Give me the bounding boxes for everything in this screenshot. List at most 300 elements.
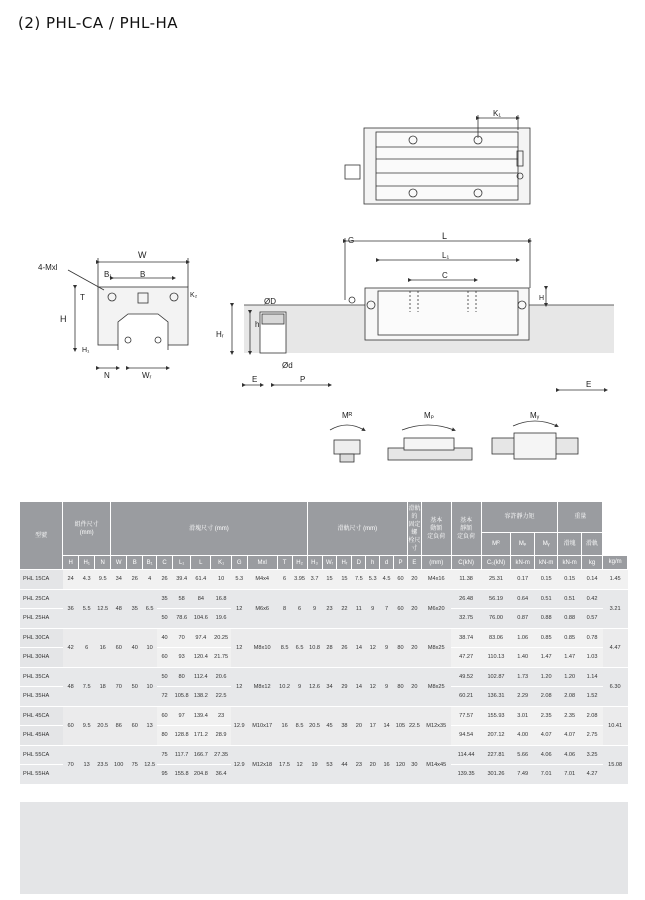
table-cell: 32.75 <box>451 609 481 629</box>
table-cell: 9 <box>292 667 307 706</box>
t-label: T <box>80 293 85 302</box>
table-cell: 0.85 <box>534 628 558 648</box>
table-cell: M12x18 <box>247 745 277 784</box>
model-cell: PHL 45CA <box>20 706 63 726</box>
table-cell: 1.14 <box>581 667 602 687</box>
table-cell: M4x16 <box>421 570 451 590</box>
column-header: H <box>63 556 79 570</box>
mxl-label: 4-Mxl <box>38 263 58 272</box>
column-header: K₁ <box>211 556 231 570</box>
table-cell: 20.6 <box>211 667 231 687</box>
table-cell: 40 <box>157 628 173 648</box>
table-cell: 70 <box>173 628 191 648</box>
header-rail: 滑軌尺寸 (mm) <box>307 502 407 556</box>
table-footer-area <box>20 802 628 894</box>
table-cell: M8x25 <box>421 667 451 706</box>
table-cell: 4.07 <box>534 726 558 746</box>
column-header: Wᵣ <box>322 556 337 570</box>
table-cell: 117.7 <box>173 745 191 765</box>
table-cell: 15 <box>337 570 352 590</box>
table-cell: 204.8 <box>191 765 211 785</box>
table-cell: 3.7 <box>307 570 322 590</box>
table-cell: 8.5 <box>292 706 307 745</box>
column-header: B <box>127 556 143 570</box>
table-cell: 27.35 <box>211 745 231 765</box>
column-header: kN-m <box>534 556 558 570</box>
table-cell: 75 <box>157 745 173 765</box>
table-cell: 80 <box>157 726 173 746</box>
model-cell: PHL 35CA <box>20 667 63 687</box>
table-cell: 6 <box>292 589 307 628</box>
table-cell: 26 <box>127 570 143 590</box>
table-cell: 12.9 <box>231 745 247 784</box>
table-cell: 20 <box>407 589 421 628</box>
table-cell: 120 <box>393 745 407 784</box>
table-cell: 6.30 <box>603 667 628 706</box>
header-c-stat: 基本 靜額 定負荷 <box>451 502 481 556</box>
page-heading: (2) PHL-CA / PHL-HA <box>18 14 179 32</box>
table-cell: 60.21 <box>451 687 481 707</box>
table-row <box>20 589 628 609</box>
column-header: kN-m <box>558 556 581 570</box>
model-cell: PHL 55HA <box>20 765 63 785</box>
table-cell: 9 <box>366 589 380 628</box>
table-cell: 12 <box>231 589 247 628</box>
table-cell: 39.4 <box>173 570 191 590</box>
table-cell: 36.4 <box>211 765 231 785</box>
table-cell: 3.95 <box>292 570 307 590</box>
table-cell: 12 <box>292 745 307 784</box>
table-row <box>20 745 628 765</box>
table-cell: 227.81 <box>481 745 511 765</box>
weight-sub: 滑軌 <box>581 533 602 556</box>
table-cell: 0.15 <box>558 570 581 590</box>
table-cell: 23 <box>322 589 337 628</box>
table-cell: 7.01 <box>558 765 581 785</box>
table-cell: 84 <box>191 589 211 609</box>
table-cell: 20 <box>366 745 380 784</box>
table-cell: 4.00 <box>511 726 534 746</box>
hr-side-label: Hᵣ <box>216 330 224 339</box>
table-cell: M4x4 <box>247 570 277 590</box>
column-header: h <box>366 556 380 570</box>
column-header: kN-m <box>511 556 534 570</box>
table-cell: 1.73 <box>511 667 534 687</box>
column-header: B₁ <box>143 556 157 570</box>
table-cell: 60 <box>157 706 173 726</box>
table-cell: 2.08 <box>534 687 558 707</box>
g-label: G <box>348 236 355 245</box>
od-label: ØD <box>264 297 276 306</box>
model-cell: PHL 25CA <box>20 589 63 609</box>
table-cell: 12.6 <box>307 667 322 706</box>
table-cell: 35 <box>157 589 173 609</box>
table-cell: 75 <box>127 745 143 784</box>
my-label: Mᵧ <box>530 411 540 420</box>
column-header: G <box>231 556 247 570</box>
table-cell: 50 <box>157 609 173 629</box>
table-cell: 23 <box>352 745 366 784</box>
table-cell: M12x35 <box>421 706 451 745</box>
table-cell: 80 <box>173 667 191 687</box>
table-cell: 4.06 <box>558 745 581 765</box>
table-cell: 139.35 <box>451 765 481 785</box>
table-cell: 70 <box>111 667 127 706</box>
table-cell: 0.78 <box>581 628 602 648</box>
model-cell: PHL 35HA <box>20 687 63 707</box>
table-cell: 100 <box>111 745 127 784</box>
table-cell: 78.6 <box>173 609 191 629</box>
table-cell: 105 <box>393 706 407 745</box>
header-bolt: 滑軌的 固定螺 栓尺寸 <box>407 502 421 556</box>
table-cell: 11 <box>352 589 366 628</box>
table-cell: 12 <box>231 667 247 706</box>
table-cell: 110.13 <box>481 648 511 668</box>
column-header: T <box>277 556 292 570</box>
table-row <box>20 570 628 590</box>
table-cell: 45 <box>322 706 337 745</box>
table-cell: 4.27 <box>581 765 602 785</box>
table-cell: 14 <box>352 667 366 706</box>
table-cell: 171.2 <box>191 726 211 746</box>
column-header: L <box>191 556 211 570</box>
table-cell: 7.01 <box>534 765 558 785</box>
table-cell: 4.5 <box>380 570 394 590</box>
table-cell: 1.47 <box>534 648 558 668</box>
d-label: Ød <box>282 361 293 370</box>
table-cell: M10x17 <box>247 706 277 745</box>
table-cell: 9.5 <box>95 570 111 590</box>
table-cell: 6.5 <box>143 589 157 628</box>
table-cell: 12.5 <box>143 745 157 784</box>
table-cell: 9 <box>380 667 394 706</box>
table-cell: 0.14 <box>581 570 602 590</box>
table-cell: 12 <box>231 628 247 667</box>
table-cell: 155.93 <box>481 706 511 726</box>
h-label: H <box>60 314 67 324</box>
table-cell: 10.41 <box>603 706 628 745</box>
table-cell: 26 <box>337 628 352 667</box>
table-cell: 0.64 <box>511 589 534 609</box>
table-cell: 104.6 <box>191 609 211 629</box>
table-cell: 60 <box>393 570 407 590</box>
p-label: P <box>300 375 306 384</box>
column-header: d <box>380 556 394 570</box>
table-cell: 11.38 <box>451 570 481 590</box>
table-cell: 17.5 <box>277 745 292 784</box>
b-label: B <box>140 270 146 279</box>
table-row <box>20 628 628 648</box>
table-cell: 4.47 <box>603 628 628 667</box>
h-side-label: H <box>539 295 545 302</box>
table-cell: 40 <box>127 628 143 667</box>
table-cell: 136.31 <box>481 687 511 707</box>
column-header: kg <box>581 556 602 570</box>
table-cell: 0.51 <box>534 589 558 609</box>
moment-sub: Mᴿ <box>481 533 511 556</box>
table-cell: 9.5 <box>79 706 95 745</box>
table-cell: 7 <box>380 589 394 628</box>
top-view-drawing <box>345 115 530 204</box>
table-cell: 17 <box>366 706 380 745</box>
k1-label: K₁ <box>493 109 502 118</box>
table-cell: 1.03 <box>581 648 602 668</box>
table-cell: 49.52 <box>451 667 481 687</box>
table-cell: 14 <box>380 706 394 745</box>
table-cell: 16 <box>277 706 292 745</box>
column-header: Mxl <box>247 556 277 570</box>
table-cell: 15.08 <box>603 745 628 784</box>
table-cell: 166.7 <box>191 745 211 765</box>
table-cell: 301.26 <box>481 765 511 785</box>
mp-label: Mₚ <box>424 411 435 420</box>
table-cell: 12 <box>366 628 380 667</box>
column-header: H₃ <box>307 556 322 570</box>
model-cell: PHL 55CA <box>20 745 63 765</box>
table-cell: 0.42 <box>581 589 602 609</box>
c-label: C <box>442 271 448 280</box>
table-row <box>20 706 628 726</box>
table-cell: 138.2 <box>191 687 211 707</box>
table-cell: 38.74 <box>451 628 481 648</box>
table-cell: 9 <box>380 628 394 667</box>
column-header: E <box>407 556 421 570</box>
table-cell: 20 <box>407 628 421 667</box>
table-cell: 3.25 <box>581 745 602 765</box>
w-label: W <box>138 250 147 260</box>
table-cell: 0.15 <box>534 570 558 590</box>
table-cell: 23.5 <box>95 745 111 784</box>
table-cell: 10 <box>143 628 157 667</box>
table-cell: 1.40 <box>511 648 534 668</box>
h-small-label: h <box>255 320 260 329</box>
table-cell: 0.88 <box>534 609 558 629</box>
weight-sub: 滑塊 <box>558 533 581 556</box>
table-cell: 6 <box>79 628 95 667</box>
table-cell: 120.4 <box>191 648 211 668</box>
table-cell: 22.5 <box>407 706 421 745</box>
table-row <box>20 667 628 687</box>
table-cell: 7.49 <box>511 765 534 785</box>
column-header: H₁ <box>79 556 95 570</box>
table-cell: 4.07 <box>558 726 581 746</box>
table-cell: 34 <box>322 667 337 706</box>
table-cell: 56.19 <box>481 589 511 609</box>
table-cell: 20.5 <box>95 706 111 745</box>
table-cell: 10.2 <box>277 667 292 706</box>
table-cell: 1.52 <box>581 687 602 707</box>
mr-label: Mᴿ <box>342 411 353 420</box>
table-cell: 94.54 <box>451 726 481 746</box>
table-cell: 112.4 <box>191 667 211 687</box>
table-cell: 10.8 <box>307 628 322 667</box>
table-cell: 26.48 <box>451 589 481 609</box>
table-cell: 3.01 <box>511 706 534 726</box>
table-cell: 19 <box>307 745 322 784</box>
table-cell: 60 <box>111 628 127 667</box>
table-cell: 8 <box>277 589 292 628</box>
table-cell: 95 <box>157 765 173 785</box>
wr-label: Wᵣ <box>142 371 152 380</box>
table-cell: 34 <box>111 570 127 590</box>
table-cell: 102.87 <box>481 667 511 687</box>
table-cell: 48 <box>111 589 127 628</box>
table-cell: 15 <box>322 570 337 590</box>
table-cell: 10 <box>211 570 231 590</box>
table-cell: M14x45 <box>421 745 451 784</box>
table-cell: 0.17 <box>511 570 534 590</box>
table-cell: 2.35 <box>558 706 581 726</box>
table-cell: 22.5 <box>211 687 231 707</box>
table-cell: 7.5 <box>79 667 95 706</box>
table-cell: 80 <box>393 628 407 667</box>
table-cell: 13 <box>79 745 95 784</box>
table-cell: 93 <box>173 648 191 668</box>
table-cell: 1.20 <box>558 667 581 687</box>
table-cell: 23 <box>211 706 231 726</box>
table-cell: 2.29 <box>511 687 534 707</box>
column-header: P <box>393 556 407 570</box>
table-cell: 2.08 <box>581 706 602 726</box>
table-cell: 13 <box>143 706 157 745</box>
table-cell: 1.47 <box>558 648 581 668</box>
table-cell: 28 <box>322 628 337 667</box>
table-cell: 0.87 <box>511 609 534 629</box>
model-cell: PHL 30HA <box>20 648 63 668</box>
table-cell: 7.5 <box>352 570 366 590</box>
table-cell: 19.6 <box>211 609 231 629</box>
table-cell: 50 <box>157 667 173 687</box>
moment-sub: Mₚ <box>511 533 534 556</box>
table-cell: 3.21 <box>603 589 628 628</box>
table-cell: 80 <box>393 667 407 706</box>
table-cell: 139.4 <box>191 706 211 726</box>
column-header: kg/m <box>603 556 628 570</box>
header-c-dyn: 基本 動額 定負荷 <box>421 502 451 556</box>
table-cell: 21.75 <box>211 648 231 668</box>
table-cell: 18 <box>95 667 111 706</box>
table-cell: 14 <box>352 628 366 667</box>
table-cell: 22 <box>337 589 352 628</box>
table-cell: 97 <box>173 706 191 726</box>
table-cell: 38 <box>337 706 352 745</box>
table-cell: 20 <box>407 570 421 590</box>
table-cell: 5.66 <box>511 745 534 765</box>
table-cell: 29 <box>337 667 352 706</box>
table-cell: 58 <box>173 589 191 609</box>
column-header: N <box>95 556 111 570</box>
table-cell: M6x20 <box>421 589 451 628</box>
table-cell: 16 <box>380 745 394 784</box>
k2-label: K₂ <box>190 292 198 299</box>
table-cell: 24 <box>63 570 79 590</box>
model-cell: PHL 30CA <box>20 628 63 648</box>
table-cell: 5.5 <box>79 589 95 628</box>
table-cell: 44 <box>337 745 352 784</box>
table-cell: 20.5 <box>307 706 322 745</box>
table-cell: 20.25 <box>211 628 231 648</box>
table-cell: M8x12 <box>247 667 277 706</box>
table-cell: 35 <box>127 589 143 628</box>
table-cell: M6x6 <box>247 589 277 628</box>
table-cell: 25.31 <box>481 570 511 590</box>
column-header: Hᵣ <box>337 556 352 570</box>
table-cell: 2.35 <box>534 706 558 726</box>
table-cell: 76.00 <box>481 609 511 629</box>
header-assembly: 組件尺寸 (mm) <box>63 502 111 556</box>
table-cell: 53 <box>322 745 337 784</box>
e2-label: E <box>586 380 592 389</box>
column-header: D <box>352 556 366 570</box>
table-cell: 36 <box>63 589 79 628</box>
table-cell: 9 <box>307 589 322 628</box>
table-cell: 1.45 <box>603 570 628 590</box>
model-cell: PHL 45HA <box>20 726 63 746</box>
model-cell: PHL 15CA <box>20 570 63 590</box>
table-cell: 72 <box>157 687 173 707</box>
table-cell: 128.8 <box>173 726 191 746</box>
table-cell: 47.27 <box>451 648 481 668</box>
moment-icons <box>330 421 578 462</box>
table-cell: 6.5 <box>292 628 307 667</box>
column-header: C(kN) <box>451 556 481 570</box>
moment-sub: Mᵧ <box>534 533 558 556</box>
table-cell: 61.4 <box>191 570 211 590</box>
table-cell: 70 <box>63 745 79 784</box>
table-cell: 1.20 <box>534 667 558 687</box>
table-cell: 60 <box>127 706 143 745</box>
table-cell: 20 <box>352 706 366 745</box>
column-header: (mm) <box>421 556 451 570</box>
table-cell: 5.3 <box>231 570 247 590</box>
table-cell: 12.5 <box>95 589 111 628</box>
table-cell: 4.06 <box>534 745 558 765</box>
l-label: L <box>442 231 448 241</box>
table-cell: 30 <box>407 745 421 784</box>
table-cell: 0.57 <box>581 609 602 629</box>
column-header: W <box>111 556 127 570</box>
table-cell: 60 <box>63 706 79 745</box>
table-cell: 60 <box>393 589 407 628</box>
table-cell: 0.85 <box>558 628 581 648</box>
table-cell: 86 <box>111 706 127 745</box>
table-cell: 12 <box>366 667 380 706</box>
table-cell: 155.8 <box>173 765 191 785</box>
column-header: C <box>157 556 173 570</box>
table-cell: 42 <box>63 628 79 667</box>
table-cell: 48 <box>63 667 79 706</box>
b1-label: B₁ <box>104 270 113 279</box>
column-header: H₂ <box>292 556 307 570</box>
table-cell: M8x10 <box>247 628 277 667</box>
table-cell: 4.3 <box>79 570 95 590</box>
column-header: C₀(kN) <box>481 556 511 570</box>
model-cell: PHL 25HA <box>20 609 63 629</box>
table-cell: 0.51 <box>558 589 581 609</box>
table-cell: 20 <box>407 667 421 706</box>
header-block: 滑塊尺寸 (mm) <box>111 502 307 556</box>
table-cell: 105.8 <box>173 687 191 707</box>
table-cell: 0.88 <box>558 609 581 629</box>
table-cell: 207.12 <box>481 726 511 746</box>
table-cell: 114.44 <box>451 745 481 765</box>
table-cell: 28.9 <box>211 726 231 746</box>
table-cell: 50 <box>127 667 143 706</box>
table-cell: 16.8 <box>211 589 231 609</box>
table-cell: 16 <box>95 628 111 667</box>
spec-table <box>20 502 628 785</box>
table-cell: 2.75 <box>581 726 602 746</box>
